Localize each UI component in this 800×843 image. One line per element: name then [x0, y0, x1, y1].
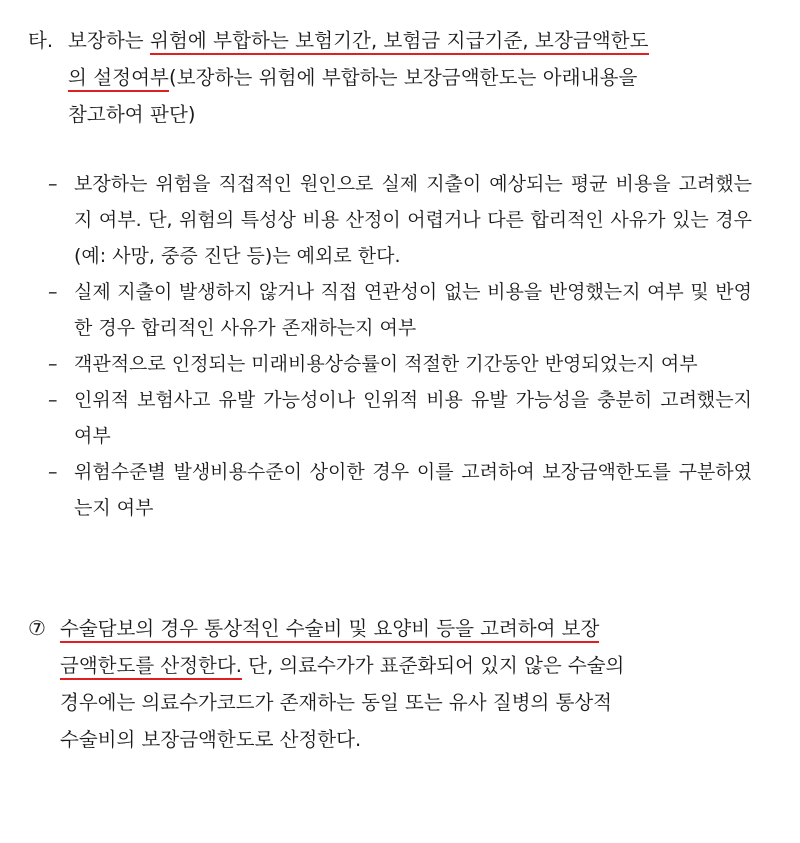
- clause-ta-line-1: [68, 22, 752, 59]
- clause-7-line-4: 수술비의 보장금액한도로 산정한다.: [60, 728, 362, 751]
- clause-ta-line2-underlined: 의 설정여부: [68, 66, 169, 92]
- clause-7-body: [60, 610, 752, 758]
- list-item-text: 객관적으로 인정되는 미래비용상승률이 적절한 기간동안 반영되었는지 여부: [74, 353, 698, 375]
- list-item-text: 보장하는 위험을 직접적인 원인으로 실제 지출이 예상되는 평균 비용을 고려했는지 여부. 단, 위험의 특성상 비용 산정이 어렵거나 다른 합리적인 사유가 있는 경우(예: 사망, 중증 진단 등)는 예외로 한다.: [74, 173, 752, 267]
- clause-ta-line-2: [68, 59, 752, 96]
- list-item: [48, 346, 752, 382]
- clause-ta-marker: 타.: [28, 29, 54, 52]
- clause-7-line2-underlined: 금액한도를 산정한다.: [60, 654, 242, 680]
- clause-ta-line2-rest: (보장하는 위험에 부합하는 보장금액한도는 아래내용을: [168, 66, 638, 89]
- clause-7-circle-number: ⑦: [28, 616, 46, 640]
- list-item-text: 위험수준별 발생비용수준이 상이한 경우 이를 고려하여 보장금액한도를 구분하였는지 여부: [74, 461, 752, 519]
- dash-marker-icon: –: [48, 281, 58, 303]
- clause-ta-line1-prefix: 보장하는: [68, 29, 151, 52]
- clause-7-line-3: 경우에는 의료수가코드가 존재하는 동일 또는 유사 질병의 통상적: [60, 691, 612, 714]
- dash-marker-icon: –: [48, 353, 58, 375]
- clause-ta-line1-underlined: 위험에 부합하는 보험기간, 보험금 지급기준, 보장금액한도: [150, 29, 649, 55]
- list-item-text: 실제 지출이 발생하지 않거나 직접 연관성이 없는 비용을 반영했는지 여부 및 반영한 경우 합리적인 사유가 존재하는지 여부: [74, 281, 752, 339]
- dash-marker-icon: –: [48, 461, 58, 483]
- list-item: [48, 454, 752, 526]
- clause-7-line1-underlined: 수술담보의 경우 통상적인 수술비 및 요양비 등을 고려하여 보장: [60, 617, 599, 643]
- list-item: [48, 274, 752, 346]
- list-item: [48, 166, 752, 274]
- clause-7: [28, 610, 752, 758]
- list-item-text: 인위적 보험사고 유발 가능성이나 인위적 비용 유발 가능성을 충분히 고려했는지 여부: [74, 389, 752, 447]
- clause-ta: [28, 22, 752, 133]
- dash-marker-icon: –: [48, 389, 58, 411]
- dash-marker-icon: –: [48, 173, 58, 195]
- clause-ta-body: [68, 22, 752, 133]
- clause-7-line-1: [60, 610, 752, 647]
- criteria-list: [28, 166, 752, 526]
- clause-7-line-2: [60, 647, 752, 684]
- clause-ta-line-3: 참고하여 판단): [68, 103, 196, 126]
- clause-7-line2-rest: 단, 의료수가가 표준화되어 있지 않은 수술의: [241, 654, 625, 677]
- list-item: [48, 382, 752, 454]
